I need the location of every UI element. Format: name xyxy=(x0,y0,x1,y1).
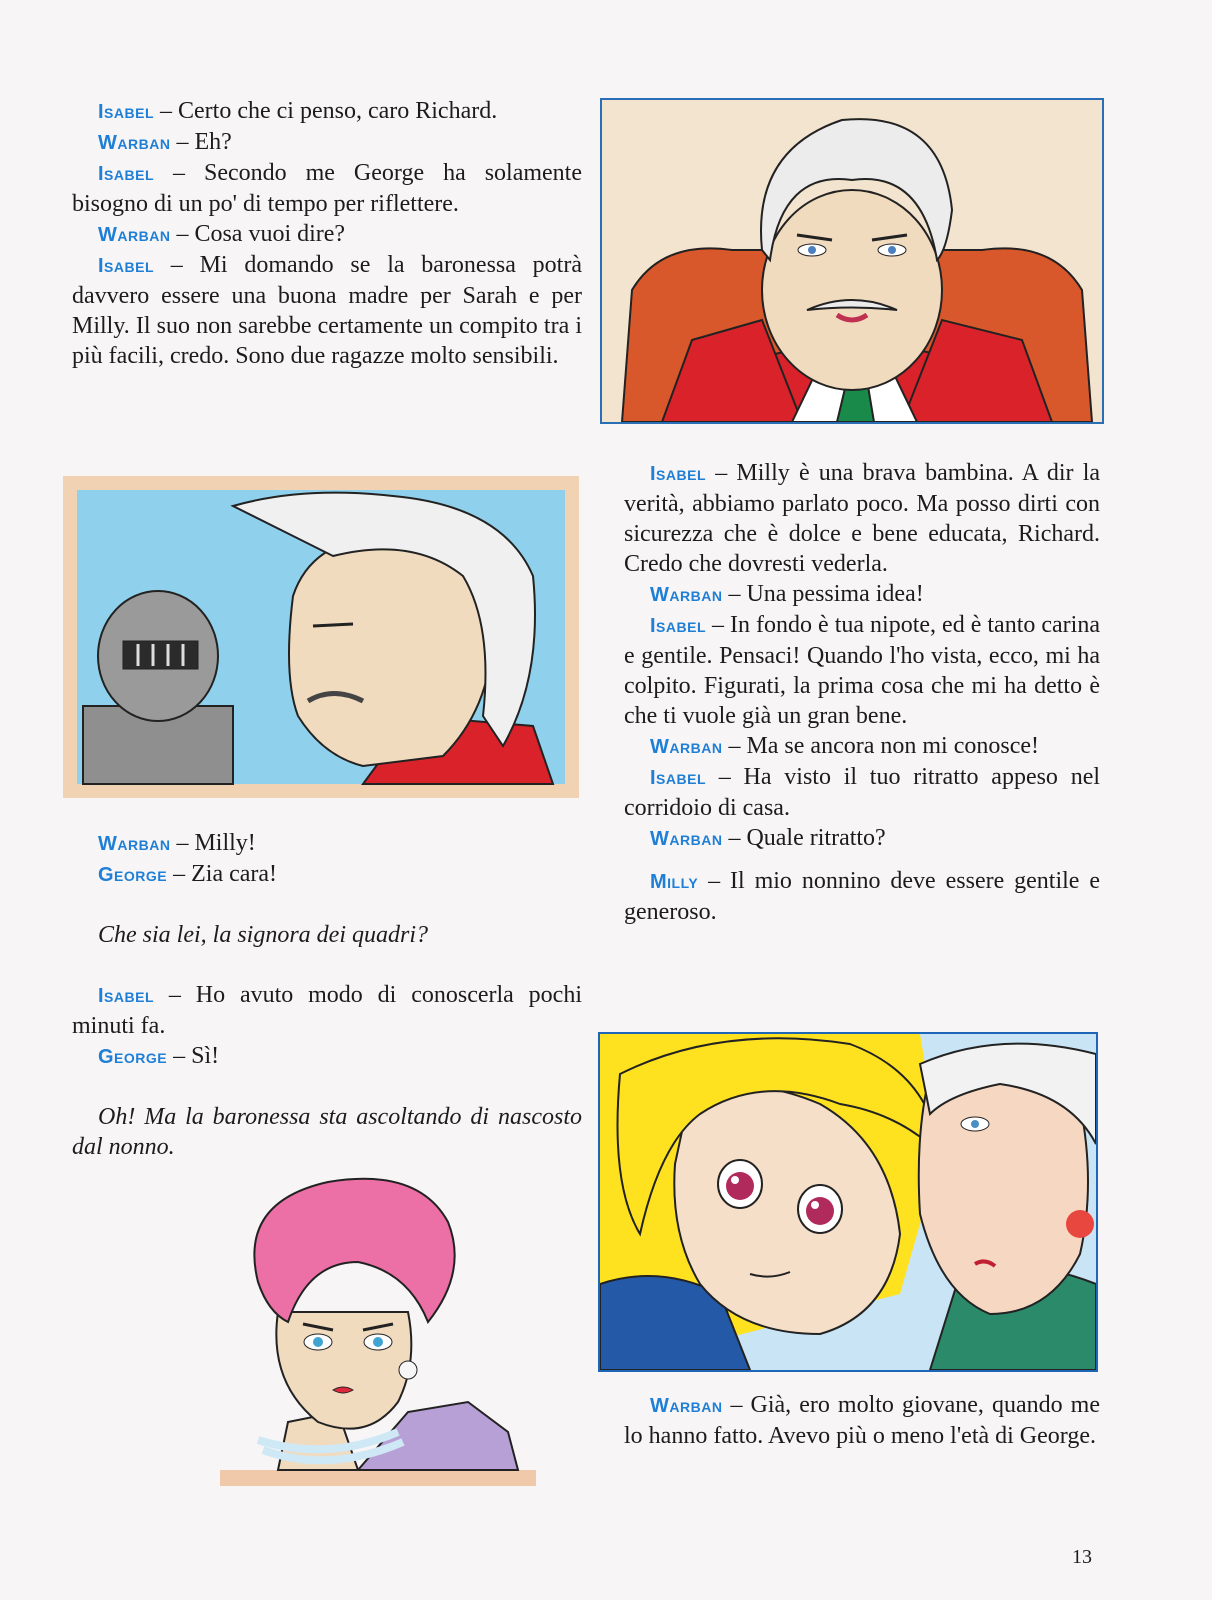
dialogue-block-1 xyxy=(72,96,582,371)
speaker-name: George xyxy=(98,1046,168,1068)
dialogue-text: – In fondo è tua nipote, ed è tanto carina e gentile. Pensaci! Quando l'ho vista, ecco, mi ha colpito. Figurati, la prima cosa che mi ha detto è che ti vuole già un gran bene. xyxy=(624,612,1100,729)
speaker-name: Milly xyxy=(650,871,699,893)
dialogue-line xyxy=(624,731,1100,762)
speaker-name: Warban xyxy=(98,833,171,855)
narration-text: Oh! Ma la baronessa sta ascoltando di nascosto dal nonno. xyxy=(72,1104,582,1160)
speaker-name: Isabel xyxy=(650,615,707,637)
speaker-name: Warban xyxy=(98,224,171,246)
speaker-name: Isabel xyxy=(650,463,707,485)
dialogue-text: – Sì! xyxy=(173,1043,220,1069)
speaker-name: Isabel xyxy=(98,163,155,185)
left-column xyxy=(72,96,582,371)
illustration-grandfather-portrait xyxy=(600,98,1104,424)
dialogue-text: – Ha visto il tuo ritratto appeso nel corridoio di casa. xyxy=(624,764,1101,821)
dialogue-text: – Ma se ancora non mi conosce! xyxy=(728,733,1039,759)
speaker-name: Isabel xyxy=(98,101,155,123)
dialogue-text: – Secondo me George ha solamente bisogno di un po' di tempo per riflettere. xyxy=(72,160,583,217)
left-column-lower xyxy=(72,828,582,1162)
dialogue-text: – Cosa vuoi dire? xyxy=(176,221,346,247)
dialogue-line xyxy=(72,127,582,158)
speaker-name: Warban xyxy=(650,584,723,606)
speaker-name: Warban xyxy=(98,132,171,154)
dialogue-line xyxy=(72,158,582,219)
dialogue-text: – Ho avuto modo di conoscerla pochi minuti fa. xyxy=(72,982,583,1039)
narration-text: Che sia lei, la signora dei quadri? xyxy=(98,922,428,948)
speaker-name: Isabel xyxy=(650,767,707,789)
speaker-name: Isabel xyxy=(98,255,155,277)
dialogue-line xyxy=(624,866,1100,927)
dialogue-line xyxy=(624,823,1100,854)
speaker-name: Warban xyxy=(650,828,723,850)
page-number: 13 xyxy=(1072,1546,1092,1568)
right-column-lower xyxy=(624,1390,1100,1451)
dialogue-line xyxy=(624,762,1100,823)
dialogue-text: – Milly è una brava bambina. A dir la verità, abbiamo parlato poco. Ma posso dirti con sicurezza che è dolce e bene educata, Richard. Credo che dovresti vederla. xyxy=(624,460,1101,577)
dialogue-line xyxy=(72,219,582,250)
dialogue-line xyxy=(72,980,582,1041)
dialogue-line xyxy=(72,96,582,127)
dialogue-text: – Certo che ci penso, caro Richard. xyxy=(160,98,498,124)
dialogue-line xyxy=(624,458,1100,579)
dialogue-line xyxy=(72,828,582,859)
dialogue-text: – Già, ero molto giovane, quando me lo hanno fatto. Avevo più o meno l'età di George. xyxy=(624,1392,1100,1449)
dialogue-text: – Milly! xyxy=(176,830,256,856)
dialogue-text: – Una pessima idea! xyxy=(728,581,924,607)
dialogue-line xyxy=(624,579,1100,610)
dialogue-line xyxy=(624,610,1100,731)
illustration-milly-and-isabel xyxy=(598,1032,1098,1372)
dialogue-line xyxy=(624,1390,1100,1451)
illustration-baroness xyxy=(218,1162,538,1490)
speaker-name: Warban xyxy=(650,736,723,758)
dialogue-text: – Eh? xyxy=(176,129,232,155)
dialogue-text: – Quale ritratto? xyxy=(728,825,886,851)
speaker-name: Warban xyxy=(650,1395,723,1417)
illustration-knight-and-grandfather xyxy=(63,476,579,798)
speaker-name: George xyxy=(98,864,168,886)
dialogue-text: – Il mio nonnino deve essere gentile e generoso. xyxy=(624,868,1100,925)
dialogue-line xyxy=(72,250,582,371)
dialogue-line xyxy=(72,859,582,890)
dialogue-text: – Mi domando se la baronessa potrà davvero essere una buona madre per Sarah e per Milly. Il suo non sarebbe certamente un compito tra i più facili, credo. Sono due ragazze molto sensibili. xyxy=(72,252,582,369)
dialogue-text: – Zia cara! xyxy=(173,861,278,887)
speaker-name: Isabel xyxy=(98,985,155,1007)
right-column-upper xyxy=(624,458,1100,927)
dialogue-line xyxy=(72,1041,582,1072)
